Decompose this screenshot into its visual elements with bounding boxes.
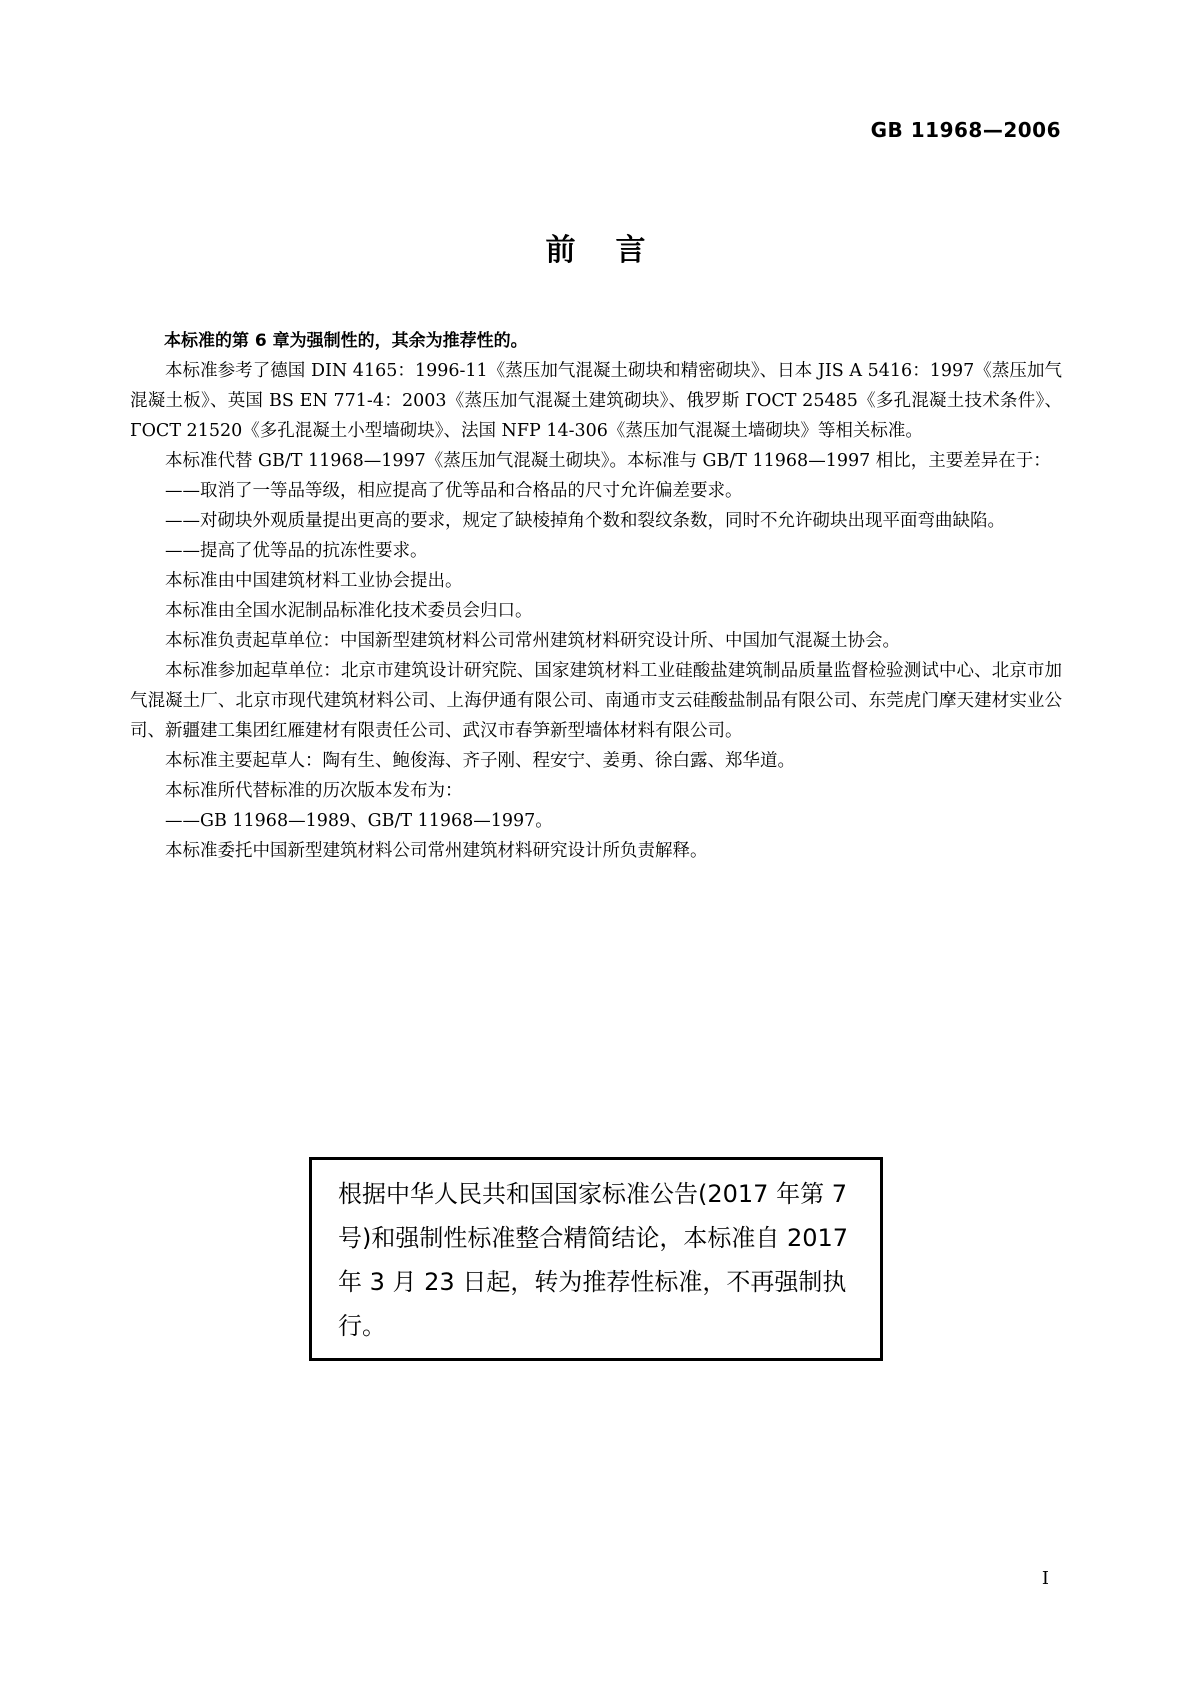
difference-item-1: ——取消了一等品等级，相应提高了优等品和合格品的尺寸允许偏差要求。 <box>165 481 743 501</box>
standard-code: GB 11968—2006 <box>870 118 1061 142</box>
page-title: 前言 <box>545 233 686 268</box>
difference-item-3: ——提高了优等品的抗冻性要求。 <box>165 541 428 561</box>
difference-item-2: ——对砌块外观质量提出更高的要求，规定了缺棱掉角个数和裂纹条数，同时不允许砌块出现平面弯曲缺陷。 <box>165 511 1005 531</box>
mandatory-clause-paragraph: 本标准的第 6 章为强制性的，其余为推荐性的。 <box>164 331 528 351</box>
main-drafters-paragraph: 本标准主要起草人：陶有生、鲍俊海、齐子刚、程安宁、姜勇、徐白露、郑华道。 <box>165 751 795 771</box>
lead-drafter-paragraph: 本标准负责起草单位：中国新型建筑材料公司常州建筑材料研究设计所、中国加气混凝土协会。 <box>165 631 900 651</box>
notice-box: 根据中华人民共和国国家标准公告(2017 年第 7 号)和强制性标准整合精简结论，本标准自 2017 年 3 月 23 日起，转为推荐性标准，不再强制执行。 <box>309 1157 883 1361</box>
interpretation-paragraph: 本标准委托中国新型建筑材料公司常州建筑材料研究设计所负责解释。 <box>165 841 708 861</box>
replacement-paragraph: 本标准代替 GB/T 11968—1997《蒸压加气混凝土砌块》。本标准与 GB/T 11968—1997 相比，主要差异在于： <box>165 451 1051 471</box>
committee-paragraph: 本标准由全国水泥制品标准化技术委员会归口。 <box>165 601 533 621</box>
proposer-paragraph: 本标准由中国建筑材料工业协会提出。 <box>165 571 463 591</box>
reference-standards-paragraph: 本标准参考了德国 DIN 4165：1996-11《蒸压加气混凝土砌块和精密砌块》、日本 JIS A 5416：1997《蒸压加气混凝土板》、英国 BS EN 771-4：2003《蒸压加气混凝土建筑砌块》、俄罗斯 ГОСТ 25485《多孔混凝土技术条件》、ГОСТ 21520《多孔混凝土小型墙砌块》、法国 NFP 14-306《蒸压加气混凝土墙砌块》等相关标准。 <box>130 361 1062 441</box>
previous-editions-paragraph: 本标准所代替标准的历次版本发布为： <box>165 781 463 801</box>
participating-drafters-paragraph: 本标准参加起草单位：北京市建筑设计研究院、国家建筑材料工业硅酸盐建筑制品质量监督检验测试中心、北京市加气混凝土厂、北京市现代建筑材料公司、上海伊通有限公司、南通市支云硅酸盐制品有限公司、东莞虎门摩天建材实业公司、新疆建工集团红雁建材有限责任公司、武汉市春笋新型墙体材料有限公司。 <box>130 661 1062 741</box>
foreword-body <box>130 326 1062 866</box>
page-number: I <box>1041 1568 1049 1589</box>
previous-editions-item: ——GB 11968—1989、GB/T 11968—1997。 <box>165 811 553 831</box>
